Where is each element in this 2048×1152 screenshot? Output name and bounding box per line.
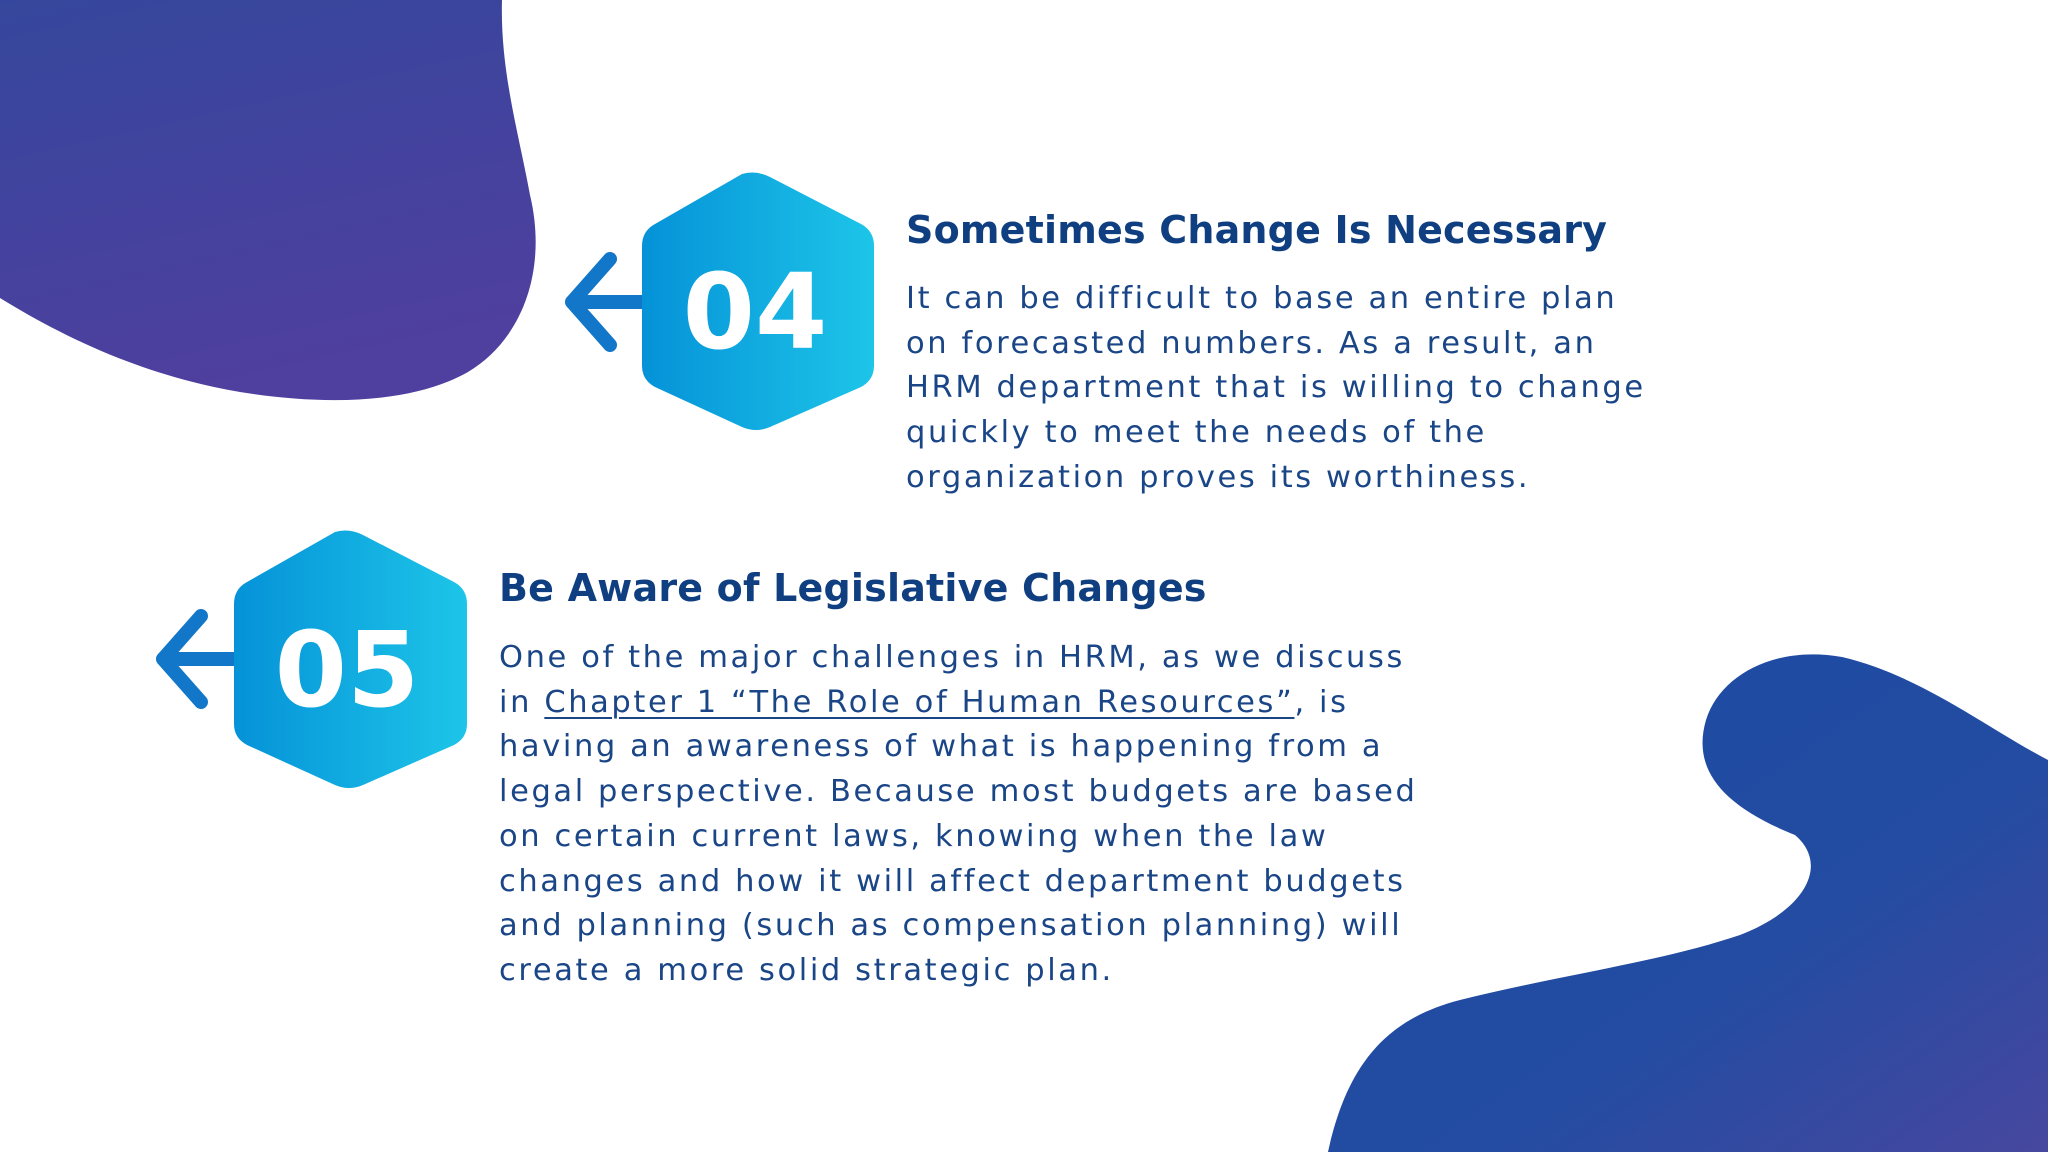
heading-05: Be Aware of Legislative Changes [499,566,1207,610]
body-04-line: on forecasted numbers. As a result, an [906,325,1597,361]
body-05-line: and planning (such as compensation planning) will [499,908,1403,944]
line-prefix: in [499,684,545,720]
badge-05 [150,526,470,796]
body-04-line: organization proves its worthiness. [906,459,1531,495]
body-05 [499,636,1418,994]
body-04-line: HRM department that is willing to change [906,370,1646,406]
body-04-line: quickly to meet the needs of the [906,415,1487,451]
top-left-blob [0,0,536,400]
left-arrow-icon [163,616,245,702]
body-04 [906,277,1646,501]
body-05-line: legal perspective. Because most budgets are based [499,774,1418,810]
body-05-line [499,681,1418,726]
number-05: 05 [274,609,420,731]
heading-04: Sometimes Change Is Necessary [906,208,1608,252]
body-05-line: changes and how it will affect department budgets [499,863,1406,899]
bottom-right-blob [1328,654,2048,1152]
body-05-line: having an awareness of what is happening from a [499,729,1384,765]
line-suffix: , is [1294,684,1349,720]
chapter-1-link[interactable]: Chapter 1 “The Role of Human Resources” [544,684,1295,720]
body-05-line: on certain current laws, knowing when the law [499,818,1329,854]
body-04-line: It can be difficult to base an entire plan [906,281,1618,316]
badge-04 [560,168,880,438]
number-04: 04 [682,251,828,373]
body-05-line: create a more solid strategic plan. [499,952,1114,988]
body-05-line: One of the major challenges in HRM, as we discuss [499,640,1405,675]
